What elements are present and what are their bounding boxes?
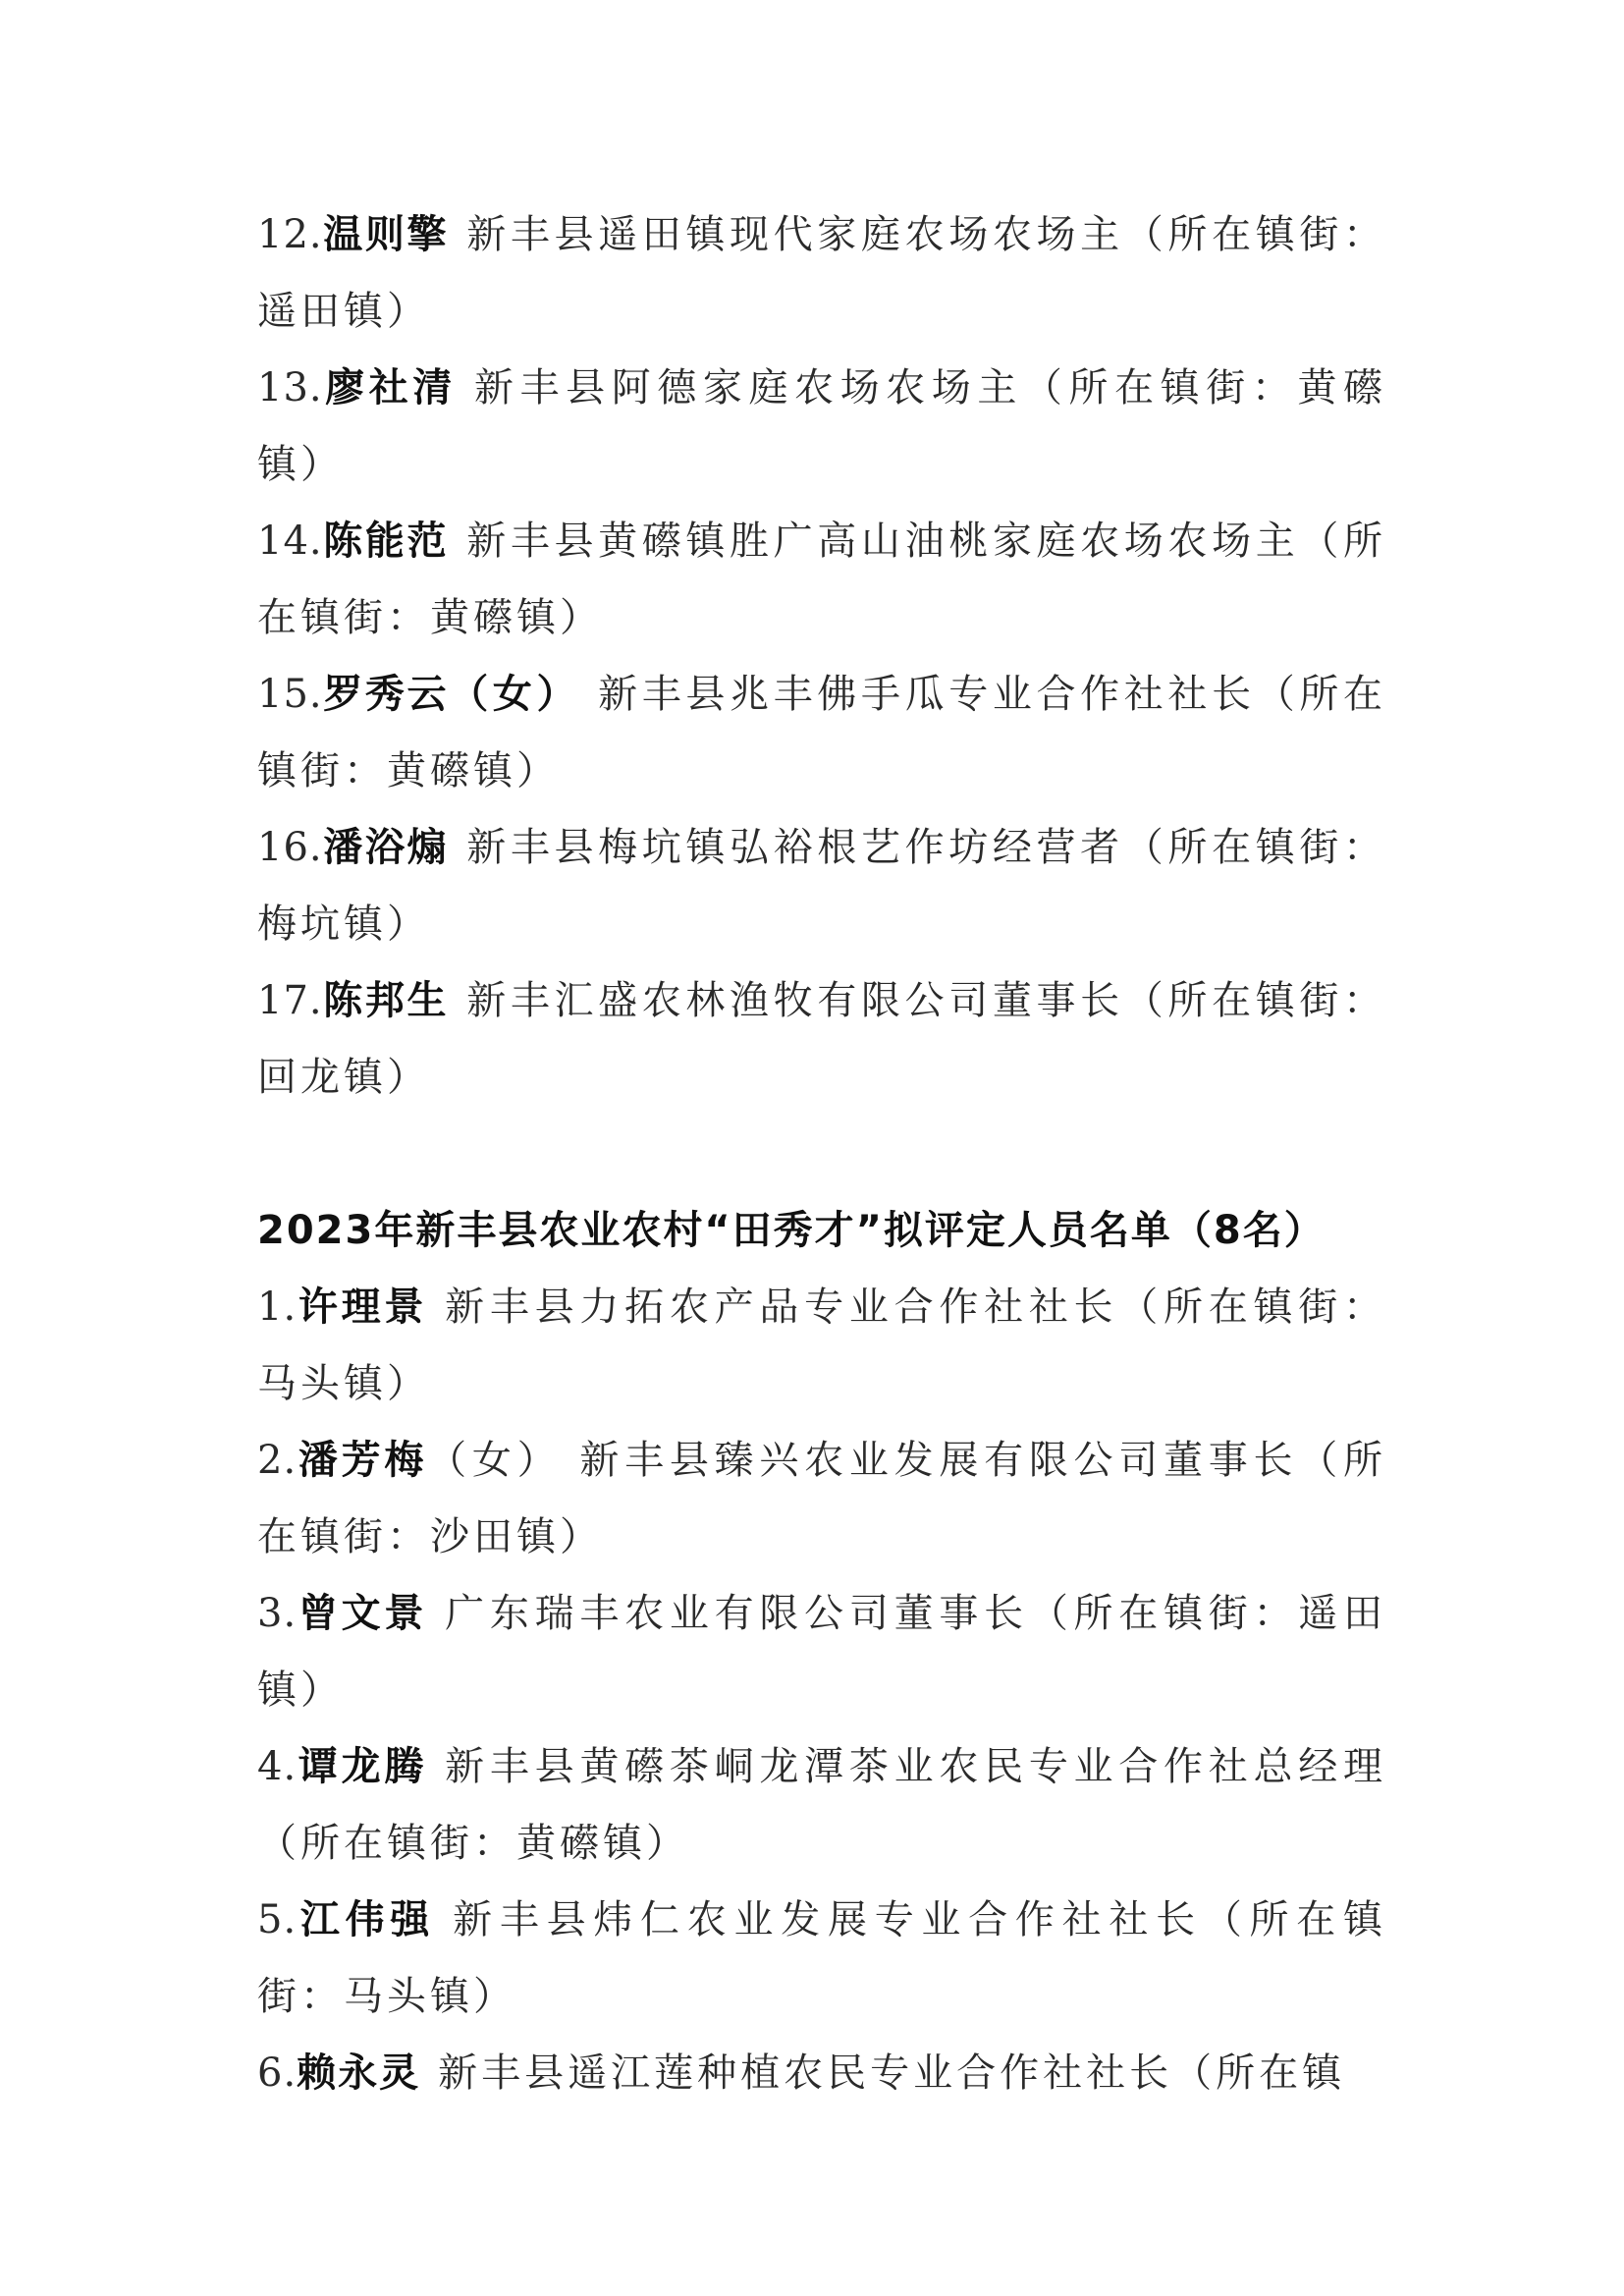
entry-number: 14. — [257, 519, 323, 564]
gender-note: （女） — [449, 672, 581, 717]
entry-number: 1. — [257, 1285, 298, 1330]
entry-number: 3. — [257, 1591, 298, 1636]
entry-number: 6. — [257, 2050, 298, 2096]
entry-number: 12. — [257, 212, 323, 257]
entry-number: 5. — [257, 1897, 298, 1942]
entry-number: 15. — [257, 672, 323, 717]
section-spacer — [257, 1116, 1386, 1192]
person-name: 温则擎 — [322, 212, 450, 257]
list-item — [257, 1269, 1386, 1422]
entry-description: 新丰县黄礤茶峒龙潭茶业农民专业合作社总经理（所在镇街：黄礤镇） — [257, 1744, 1387, 1866]
list-item — [257, 196, 1386, 350]
section-title: 2023年新丰县农业农村“田秀才”拟评定人员名单（8名） — [257, 1208, 1326, 1253]
entry-description: 新丰县阿德家庭农场农场主（所在镇街：黄礤镇） — [257, 365, 1387, 487]
person-name: 赖永灵 — [297, 2050, 421, 2096]
entry-description: 新丰县黄礤镇胜广高山油桃家庭农场农场主（所在镇街：黄礤镇） — [257, 519, 1386, 640]
list-item — [257, 1422, 1386, 1575]
document-content — [257, 196, 1386, 2111]
entry-description: 新丰县力拓农产品专业合作社社长（所在镇街：马头镇） — [257, 1285, 1387, 1406]
entry-description: 新丰县遥田镇现代家庭农场农场主（所在镇街：遥田镇） — [257, 212, 1386, 334]
entry-description: 新丰县兆丰佛手瓜专业合作社社长（所在镇街：黄礤镇） — [257, 672, 1386, 793]
entry-description: 新丰县梅坑镇弘裕根艺作坊经营者（所在镇街：梅坑镇） — [257, 825, 1386, 947]
list-item — [257, 1575, 1386, 1728]
entry-number: 4. — [257, 1744, 298, 1789]
person-name: 陈能范 — [322, 519, 450, 564]
entry-description: 新丰县炜仁农业发展专业合作社社长（所在镇街：马头镇） — [257, 1897, 1387, 2019]
list-item — [257, 503, 1386, 656]
entry-description: 新丰县臻兴农业发展有限公司董事长（所在镇街：沙田镇） — [257, 1438, 1387, 1559]
person-name: 许理景 — [297, 1285, 428, 1330]
list-item — [257, 809, 1386, 962]
person-name: 潘芳梅 — [297, 1438, 428, 1483]
entry-description: 广东瑞丰农业有限公司董事长（所在镇街：遥田镇） — [257, 1591, 1387, 1713]
entry-number: 2. — [257, 1438, 298, 1483]
list-item — [257, 656, 1386, 809]
list-item — [257, 2035, 1386, 2111]
list-item — [257, 350, 1386, 503]
entry-description: 新丰汇盛农林渔牧有限公司董事长（所在镇街：回龙镇） — [257, 978, 1386, 1100]
entry-number: 13. — [257, 365, 323, 410]
entry-number: 16. — [257, 825, 323, 870]
list-item — [257, 962, 1386, 1116]
list-item — [257, 1728, 1386, 1882]
list-item — [257, 1882, 1386, 2035]
gender-note: （女） — [427, 1438, 563, 1483]
person-name: 曾文景 — [297, 1591, 428, 1636]
entry-description: 新丰县遥江莲种植农民专业合作社社长（所在镇 — [438, 2050, 1346, 2096]
entry-number: 17. — [257, 978, 323, 1023]
person-name: 廖社清 — [322, 365, 457, 410]
person-name: 潘浴煽 — [322, 825, 450, 870]
person-name: 罗秀云 — [322, 672, 450, 717]
list-section-1 — [257, 196, 1386, 1116]
person-name: 谭龙腾 — [297, 1744, 428, 1789]
list-section-2 — [257, 1269, 1386, 2111]
person-name: 陈邦生 — [322, 978, 450, 1023]
person-name: 江伟强 — [297, 1897, 436, 1942]
